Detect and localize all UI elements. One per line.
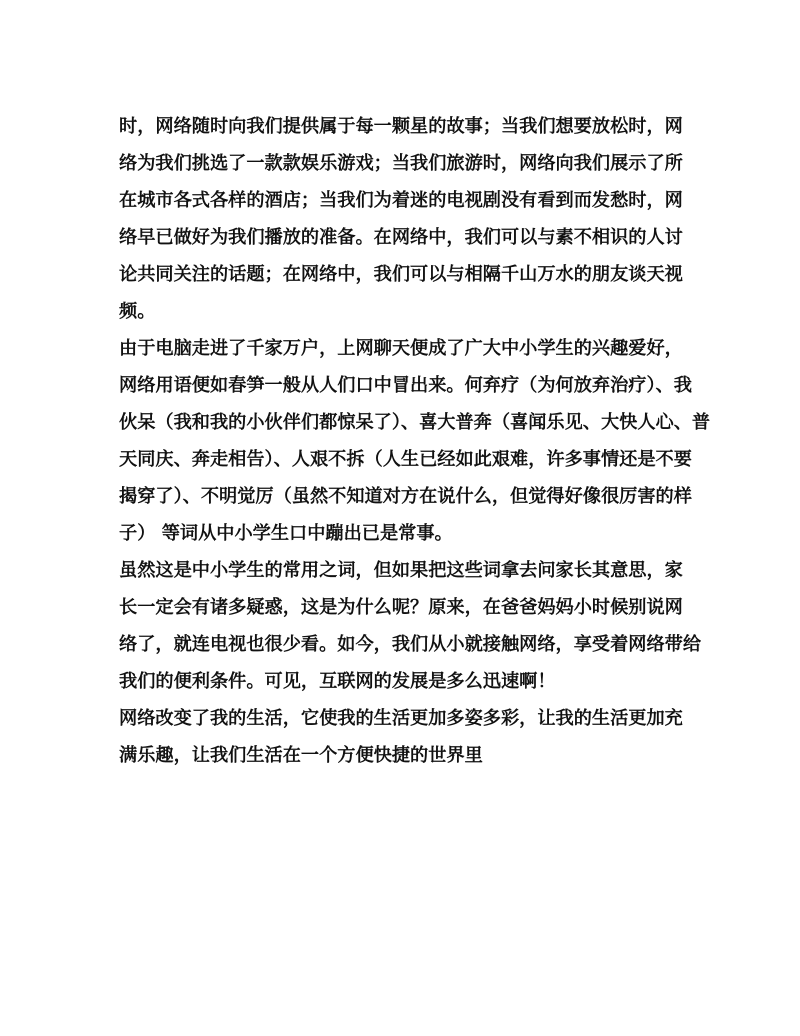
text-line: 网络改变了我的生活，它使我的生活更加多姿多彩，让我的生活更加充 <box>119 708 683 729</box>
text-line: 满乐趣，让我们生活在一个方便快捷的世界里 <box>119 745 483 766</box>
document-page <box>119 108 711 774</box>
text-line: 络早已做好为我们播放的准备。在网络中，我们可以与素不相识的人讨 <box>119 227 683 248</box>
text-line: 由于电脑走进了千家万户，上网聊天便成了广大中小学生的兴趣爱好， <box>119 338 683 359</box>
text-line: 网络用语便如春笋一般从人们口中冒出来。何弃疗（为何放弃治疗）、我 <box>119 375 692 396</box>
text-line: 络为我们挑选了一款款娱乐游戏；当我们旅游时，网络向我们展示了所 <box>119 153 683 174</box>
text-line: 长一定会有诸多疑惑，这是为什么呢？原来，在爸爸妈妈小时候别说网 <box>119 597 683 618</box>
text-line: 在城市各式各样的酒店；当我们为着迷的电视剧没有看到而发愁时，网 <box>119 190 683 211</box>
text-line: 络了，就连电视也很少看。如今，我们从小就接触网络，享受着网络带给 <box>119 634 702 655</box>
text-line: 我们的便利条件。可见，互联网的发展是多么迅速啊！ <box>119 671 556 692</box>
text-line: 子） 等词从中小学生口中蹦出已是常事。 <box>119 523 453 544</box>
text-line: 时，网络随时向我们提供属于每一颗星的故事；当我们想要放松时，网 <box>119 116 683 137</box>
text-line: 频。 <box>119 301 156 322</box>
text-line: 揭穿了）、不明觉厉（虽然不知道对方在说什么，但觉得好像很厉害的样 <box>119 486 692 507</box>
text-line: 虽然这是中小学生的常用之词，但如果把这些词拿去问家长其意思，家 <box>119 560 683 581</box>
text-line: 论共同关注的话题；在网络中，我们可以与相隔千山万水的朋友谈天视 <box>119 264 683 285</box>
text-line: 伙呆（我和我的小伙伴们都惊呆了）、喜大普奔（喜闻乐见、大快人心、普 <box>119 412 711 433</box>
text-line: 天同庆、奔走相告）、人艰不拆（人生已经如此艰难，许多事情还是不要 <box>119 449 692 470</box>
